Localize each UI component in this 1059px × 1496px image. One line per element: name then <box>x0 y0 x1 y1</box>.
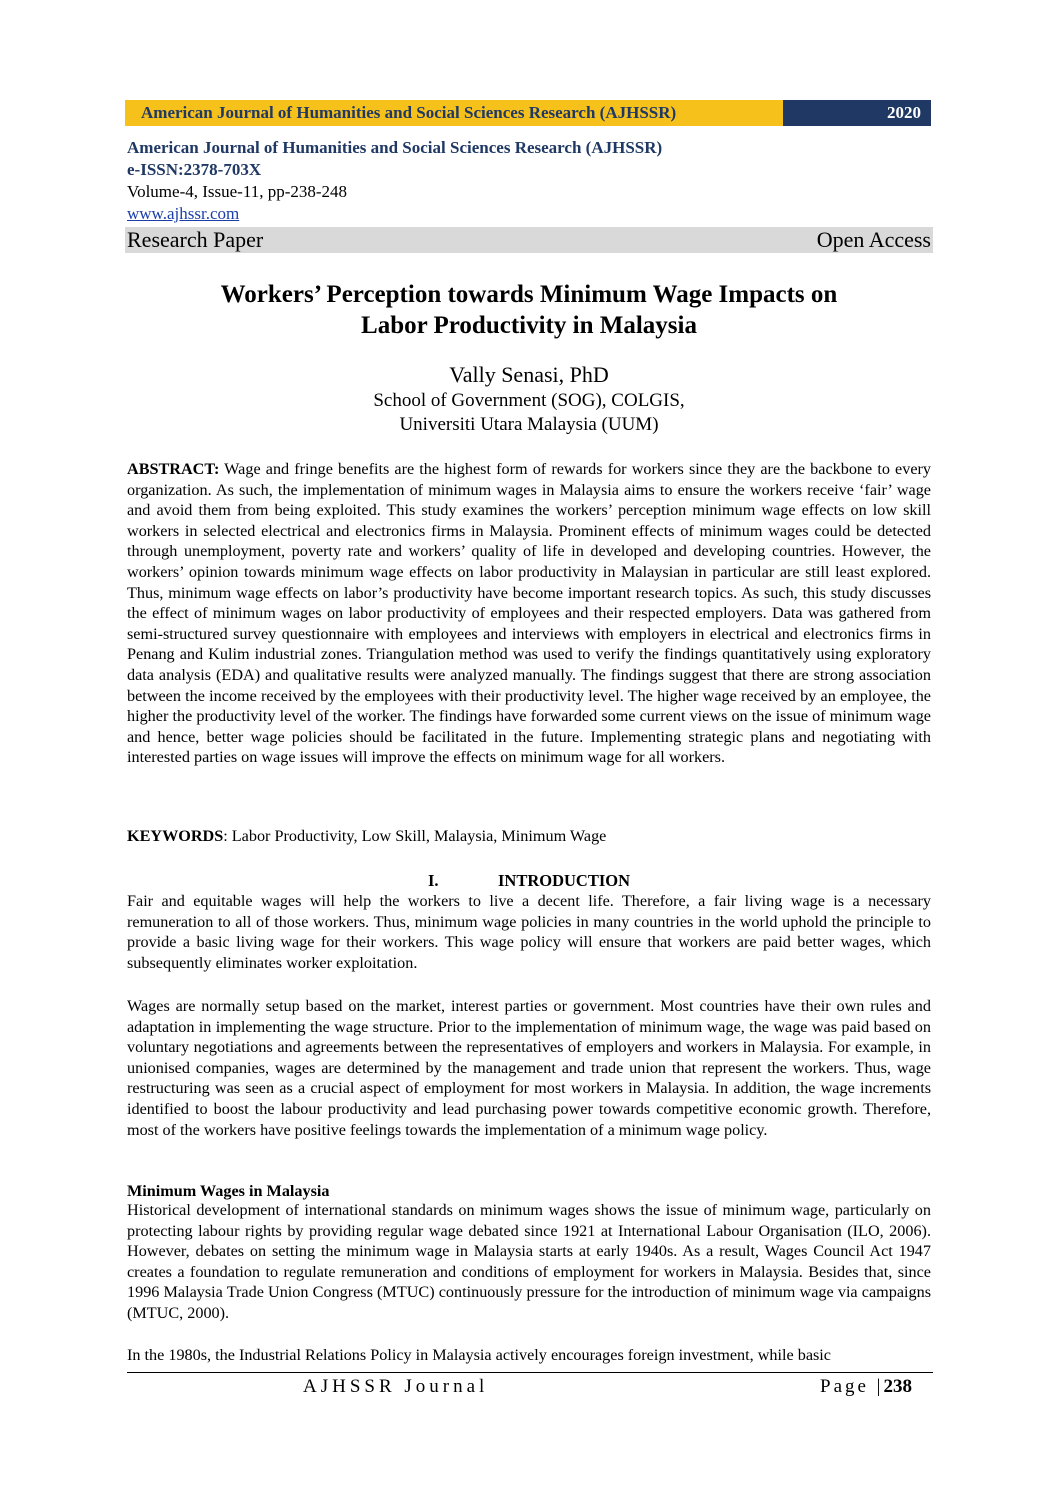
intro-paragraph-2: Wages are normally setup based on the market, interest parties or government. Most countries have their own rules and adaptation in implementing the wage structure. Prior to the implementation of minimum wage, the wage was paid based on voluntary negotiations and agreements between the representatives of employers and workers in Malaysia. For example, in unionised companies, wages are determined by the management and trade union that represent the workers. Thus, wage restructuring was seen as a crucial aspect of employment for most workers in Malaysia. In addition, the wage increments identified to boost the labour productivity and lead purchasing power towards competitive economic growth. Therefore, most of the workers have positive feelings towards the implementation of a minimum wage policy. <box>127 997 931 1139</box>
paper-type-bar <box>125 227 933 253</box>
affiliation-line-2: Universiti Utara Malaysia (UUM) <box>399 414 659 435</box>
article-title-line-1: Workers’ Perception towards Minimum Wage Impacts on <box>220 281 838 308</box>
abstract <box>127 459 931 768</box>
running-header-year: 2020 <box>783 100 931 126</box>
access-type: Open Access <box>816 227 931 252</box>
journal-name: American Journal of Humanities and Social Sciences Research (AJHSSR) <box>127 138 663 157</box>
footer-page-label: Page | <box>820 1376 884 1397</box>
article-title <box>125 279 933 341</box>
journal-issn: e-ISSN:2378-703X <box>127 160 262 179</box>
subsection-heading: Minimum Wages in Malaysia <box>127 1182 330 1200</box>
abstract-text: Wage and fringe benefits are the highest form of rewards for workers since they are the backbone to every organization. As such, the implementation of minimum wages in Malaysia aims to ensure the workers receive ‘fair’ wage and avoid them from being exploited. This study examines the workers’ perception minimum wage effects on low skill workers in selected electrical and electronics firms in Malaysia. Prominent effects of minimum wages could be detected through unemployment, poverty rate and workers’ quality of life in developed and developing countries. However, the workers’ opinion towards minimum wage effects on labor productivity in Malaysian in particular are still least explored. Thus, minimum wage effects on labor’s productivity have become important research topics. As such, this study discusses the effect of minimum wages on labor productivity of employees and their respected employers. Data was gathered from semi-structured survey questionnaire with employees and interviews with employers in electrical and electronics firms in Penang and Kulim industrial zones. Triangulation method was used to verify the findings quantitatively using exploratory data analysis (EDA) and qualitative results were analyzed manually. The findings suggest that there are strong association between the income received by the employees with their productivity level. The higher wage received by an employee, the higher the productivity level of the worker. The findings have forwarded some current views on the issue of minimum wage and hence, better wage policies should be facilitated in the future. Implementing strategic plans and negotiating with interested parties on wage issues will improve the effects on minimum wage for all workers. <box>127 460 931 767</box>
section-heading-introduction <box>127 870 931 892</box>
intro-paragraph-3: Historical development of international standards on minimum wages shows the issue of minimum wage, particularly on protecting labour rights by providing regular wage debated since 1921 at International Labour Organisation (ILO, 2006). However, debates on setting the minimum wage in Malaysia starts at early 1940s. As a result, Wages Council Act 1947 creates a foundation to regulate remuneration and conditions of employment for workers in Malaysia. Besides that, since 1996 Malaysia Trade Union Congress (MTUC) continuously pressure for the introduction of minimum wage via campaigns (MTUC, 2000). <box>127 1201 931 1322</box>
article-author: Vally Senasi, PhD <box>449 362 609 387</box>
paper-type: Research Paper <box>127 227 264 252</box>
footer-page <box>820 1376 912 1398</box>
journal-volume: Volume-4, Issue-11, pp-238-248 <box>127 182 348 201</box>
intro-paragraph-1: Fair and equitable wages will help the workers to live a decent life. Therefore, a fair living wage is a necessary remuneration to all of those workers. Thus, minimum wage policies in many countries in the world uphold the principle to provide a basic living wage for their workers. This wage policy will ensure that workers are paid better wages, which subsequently eliminates worker exploitation. <box>127 892 931 972</box>
journal-url-link[interactable]: www.ajhssr.com <box>127 204 240 223</box>
section-title: INTRODUCTION <box>497 871 631 890</box>
article-title-line-2: Labor Productivity in Malaysia <box>361 312 697 339</box>
footer-journal: AJHSSR Journal <box>303 1376 489 1397</box>
journal-info <box>127 137 933 225</box>
section-number: I. <box>427 871 439 890</box>
intro-paragraph-4: In the 1980s, the Industrial Relations Policy in Malaysia actively encourages foreign investment, while basic <box>127 1346 831 1364</box>
affiliation-line-1: School of Government (SOG), COLGIS, <box>373 390 685 411</box>
running-header <box>125 100 931 126</box>
footer-page-number: 238 <box>883 1376 912 1397</box>
keywords-text: : Labor Productivity, Low Skill, Malaysia, Minimum Wage <box>223 827 607 845</box>
keywords <box>127 826 931 847</box>
abstract-label: ABSTRACT: <box>127 460 220 478</box>
footer-rule <box>127 1372 933 1373</box>
author-affiliation <box>125 389 933 437</box>
running-header-title: American Journal of Humanities and Social Sciences Research (AJHSSR) <box>125 100 783 126</box>
keywords-label: KEYWORDS <box>127 827 224 845</box>
